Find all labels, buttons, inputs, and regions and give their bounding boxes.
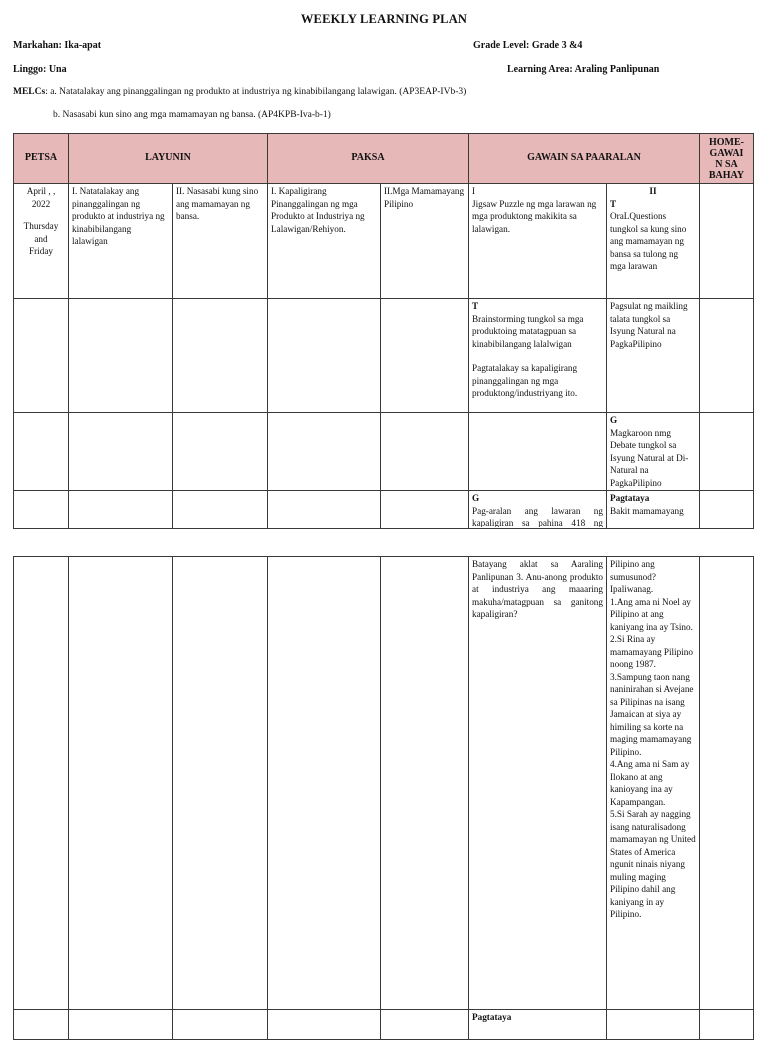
header-home-line: GAWAI — [709, 147, 744, 159]
layunin-1-cell — [69, 413, 173, 491]
gawain-b-clip — [610, 492, 696, 527]
linggo-label: Linggo: Una — [13, 64, 67, 75]
spacer — [472, 350, 603, 362]
gawain-b-cell — [607, 413, 700, 491]
melc-a — [13, 87, 466, 97]
home-gawain-cell — [700, 557, 754, 1010]
gawain-a-text: Pag-aralan ang lawaran ng kapaligiran sa pahina 418 ng — [472, 505, 603, 527]
markahan-label: Markahan: Ika-apat — [13, 40, 102, 51]
layunin-2-cell — [173, 557, 268, 1010]
layunin-2-cell — [173, 1010, 268, 1040]
petsa-line: and — [34, 233, 48, 244]
gawain-b-text: Bakit mamamayang — [610, 505, 684, 516]
gawain-b-line: Pilipino ang sumusunod? — [610, 559, 656, 582]
gawain-b-text: OraLQuestions tungkol sa kung sino ang mamamayan ng bansa sa tulong ng mga larawan — [610, 211, 687, 271]
gawain-a-text: Jigsaw Puzzle ng mga larawan ng mga produktong makikita sa lalawigan. — [472, 198, 597, 234]
gawain-b-line: 1.Ang ama ni Noel ay Pilipino at ang kaniyang ina ay Tsino. — [610, 596, 693, 632]
header-home-line: HOME- — [709, 136, 744, 148]
gawain-a-text: Pagtatalakay sa kapaligirang pinanggalingan ng mga produktong/industriyang ito. — [472, 363, 578, 398]
petsa-line: Thursday — [23, 221, 59, 231]
gawain-b-line: 4.Ang ama ni Sam ay Ilokano at ang kanioyang ina ay Kapampangan. — [610, 759, 690, 807]
home-gawain-cell — [700, 1010, 754, 1040]
gawain-b-line: 2.Si Rina ay mamamayang Pilipino noong 1987. — [610, 634, 693, 669]
gawain-a-clip — [472, 492, 603, 527]
petsa-line: 2022 — [31, 198, 51, 209]
gawain-a-cell — [469, 299, 607, 413]
paksa-2-cell — [381, 413, 469, 491]
petsa-cell — [14, 491, 69, 529]
paksa-2-cell: II.Mga Mamamayang Pilipino — [381, 184, 469, 299]
gawain-b-heading: G — [610, 415, 618, 425]
petsa-line: April , , — [26, 186, 56, 196]
grade-level-label: Grade Level: Grade 3 &4 — [473, 40, 583, 51]
gawain-a-text: Brainstorming tungkol sa mga produktoing matatagpuan sa kinabibilangang lalalwigan — [472, 313, 584, 349]
layunin-1-cell — [69, 1010, 173, 1040]
paksa-1-cell: I. Kapaligirang Pinanggalingan ng mga Produkto at Industriya ng Lalawigan/Rehiyon. — [268, 184, 381, 299]
learning-plan-table — [13, 133, 754, 529]
header-layunin: LAYUNIN — [69, 134, 268, 184]
gawain-a-cell: Batayang aklat sa Aaraling Panlipunan 3. Anu-anong produkto at industriya ang maaaring makuha/matagpuan sa ganitong kapaligiran? — [469, 557, 607, 1010]
gawain-b-cell — [607, 184, 700, 299]
petsa-cell — [14, 413, 69, 491]
petsa-cell — [14, 557, 69, 1010]
paksa-1-cell — [268, 557, 381, 1010]
home-gawain-cell — [700, 491, 754, 529]
petsa-cell — [14, 1010, 69, 1040]
header-paksa: PAKSA — [268, 134, 469, 184]
paksa-2-cell — [381, 1010, 469, 1040]
paksa-1-cell — [268, 413, 381, 491]
gawain-b-line: 5.Si Sarah ay nagging isang naturalisadong mamamayan ng United States of America ngunit ninais niyang muling maging Pilipino dahil ang kaniyang in ay Pilipino. — [610, 809, 696, 919]
melcs-label: MELCs — [13, 87, 46, 97]
home-gawain-cell — [700, 184, 754, 299]
header-petsa: PETSA — [14, 134, 69, 184]
gawain-a-cell: Pagtataya — [469, 1010, 607, 1040]
paksa-2-cell — [381, 557, 469, 1010]
petsa-cell — [14, 299, 69, 413]
layunin-1-cell — [69, 299, 173, 413]
layunin-1-cell — [69, 557, 173, 1010]
document-title: WEEKLY LEARNING PLAN — [300, 12, 468, 26]
paksa-1-cell — [268, 491, 381, 529]
gawain-b-text: Magkaroon nmg Debate tungkol sa Isyung Natural at Di-Natural na PagkaPilipino — [610, 427, 689, 488]
gawain-b-cell — [607, 557, 700, 1010]
layunin-1-cell: I. Natatalakay ang pinanggalingan ng produkto at industriya ng kinabibilangang lalawigan — [69, 184, 173, 299]
header-gawain: GAWAIN SA PAARALAN — [469, 134, 700, 184]
gawain-b-line: 3.Sampung taon nang naninirahan si Avejane sa Pilipinas na isang Jamaican at siya ay himiling sa korte na maging mamamayang Pilipino. — [610, 671, 694, 757]
gawain-a-heading: G — [472, 493, 480, 503]
gawain-a-cell — [469, 491, 607, 529]
header-home-gawain — [700, 134, 754, 184]
gawain-a-cell — [469, 184, 607, 299]
paksa-2-cell — [381, 299, 469, 413]
gawain-b-cell — [607, 491, 700, 529]
layunin-2-cell — [173, 413, 268, 491]
gawain-a-cell — [469, 413, 607, 491]
gawain-b-number: II — [649, 186, 657, 196]
layunin-2-cell — [173, 491, 268, 529]
header-home-line: BAHAY — [708, 169, 745, 181]
gawain-b-line: Ipaliwanag. — [610, 584, 654, 594]
gawain-b-cell — [607, 1010, 700, 1040]
petsa-line: Friday — [29, 246, 53, 256]
gawain-a-heading: T — [472, 301, 479, 311]
melc-b: b. Nasasabi kun sino ang mga mamamayan ng bansa. (AP4KPB-Iva-b-1) — [53, 110, 331, 120]
gawain-b-cell: Pagsulat ng maikling talata tungkol sa Isyung Natural na PagkaPilipino — [607, 299, 700, 413]
paksa-1-cell — [268, 1010, 381, 1040]
gawain-b-heading: T — [610, 198, 617, 209]
layunin-2-cell: II. Nasasabi kung sino ang mamamayan ng bansa. — [173, 184, 268, 299]
gawain-a-number: I — [472, 186, 476, 196]
layunin-2-cell — [173, 299, 268, 413]
paksa-2-cell — [381, 491, 469, 529]
learning-area-label: Learning Area: Araling Panlipunan — [507, 64, 660, 75]
layunin-1-cell — [69, 491, 173, 529]
petsa-cell — [14, 184, 69, 299]
home-gawain-cell — [700, 413, 754, 491]
gawain-b-heading: Pagtataya — [610, 493, 650, 503]
paksa-1-cell — [268, 299, 381, 413]
home-gawain-cell — [700, 299, 754, 413]
header-home-line: N SA — [715, 158, 738, 170]
melc-a-text: : a. Natatalakay ang pinanggalingan ng produkto at industriya ng kinabibilangang lalawigan. (AP3EAP-IVb-3) — [45, 87, 467, 97]
learning-plan-table-continued — [13, 556, 754, 1040]
